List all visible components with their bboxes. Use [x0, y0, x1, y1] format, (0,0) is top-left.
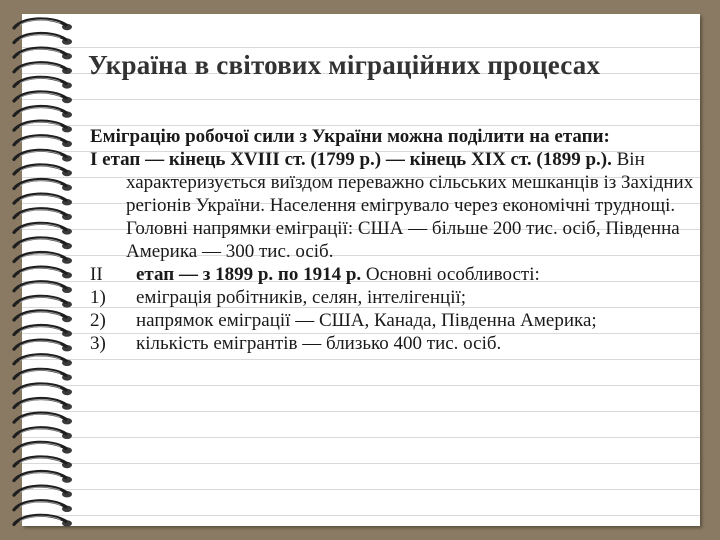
spiral-binding-ring-icon — [14, 296, 72, 307]
spiral-binding-ring-icon — [14, 165, 72, 176]
spiral-binding-ring-icon — [14, 282, 72, 293]
spiral-binding-ring-icon — [14, 428, 72, 439]
list-item-number: 3) — [90, 333, 106, 354]
spiral-binding-ring-icon — [14, 355, 72, 366]
spiral-binding-ring-icon — [14, 238, 72, 249]
spiral-binding-ring-icon — [14, 77, 72, 88]
intro-text: Еміграцію робочої сили з України можна поділити на етапи: — [90, 126, 610, 147]
list-item-text: кількість емігрантів — близько 400 тис. осіб. — [136, 333, 502, 354]
intro-paragraph — [90, 125, 700, 148]
spiral-binding-ring-icon — [14, 194, 72, 205]
spiral-binding-ring-icon — [14, 92, 72, 103]
stage2-number: ІІ — [90, 264, 103, 285]
slide-body — [90, 125, 700, 355]
spiral-binding-ring-icon — [14, 340, 72, 351]
spiral-binding-ring-icon — [14, 384, 72, 395]
spiral-binding-ring-icon — [14, 121, 72, 132]
stage1-heading: І етап — кінець XVIII ст. (1799 р.) — кінець XIX ст. (1899 р.). — [90, 149, 612, 170]
list-item-number: 1) — [90, 287, 106, 308]
spiral-binding-ring-icon — [14, 472, 72, 483]
spiral-binding-ring-icon — [14, 48, 72, 59]
spiral-binding-ring-icon — [14, 501, 72, 512]
stage2-paragraph — [90, 263, 700, 286]
list-item-text: напрямок еміграції — США, Канада, Південна Америка; — [136, 310, 597, 331]
stage2-body: Основні особливості: — [361, 264, 540, 285]
spiral-binding-ring-icon — [14, 267, 72, 278]
spiral-binding-ring-icon — [14, 150, 72, 161]
list-item-text: еміграція робітників, селян, інтелігенції; — [136, 287, 467, 308]
list-item — [90, 286, 700, 309]
stage2-heading: етап — з 1899 р. по 1914 р. — [136, 264, 362, 285]
spiral-binding-ring-icon — [14, 34, 72, 45]
spiral-binding-ring-icon — [14, 515, 72, 526]
list-item — [90, 309, 700, 332]
spiral-binding-ring-icon — [14, 180, 72, 191]
spiral-binding-ring-icon — [14, 369, 72, 380]
spiral-binding-ring-icon — [14, 486, 72, 497]
spiral-binding-ring-icon — [14, 253, 72, 264]
spiral-binding-ring-icon — [14, 209, 72, 220]
spiral-binding-ring-icon — [14, 413, 72, 424]
spiral-binding — [0, 0, 90, 540]
stage1-paragraph — [90, 148, 700, 263]
spiral-binding-ring-icon — [14, 311, 72, 322]
spiral-binding-ring-icon — [14, 223, 72, 234]
spiral-binding-ring-icon — [14, 63, 72, 74]
page-title: Україна в світових міграційних процесах — [88, 50, 601, 80]
spiral-binding-ring-icon — [14, 19, 72, 30]
spiral-binding-ring-icon — [14, 399, 72, 410]
spiral-binding-ring-icon — [14, 457, 72, 468]
spiral-binding-ring-icon — [14, 442, 72, 453]
spiral-binding-ring-icon — [14, 136, 72, 147]
list-item-number: 2) — [90, 310, 106, 331]
spiral-binding-ring-icon — [14, 326, 72, 337]
stage1-body: Він характеризується виїздом переважно сільських мешканців із Західних регіонів України. Населення емігрувало через економічні труднощі. Головні напрямки еміграції: США — більше 200 тис. осіб, Південна Америка — 300 тис. осіб. — [126, 149, 694, 262]
spiral-binding-ring-icon — [14, 107, 72, 118]
list-item — [90, 332, 700, 355]
